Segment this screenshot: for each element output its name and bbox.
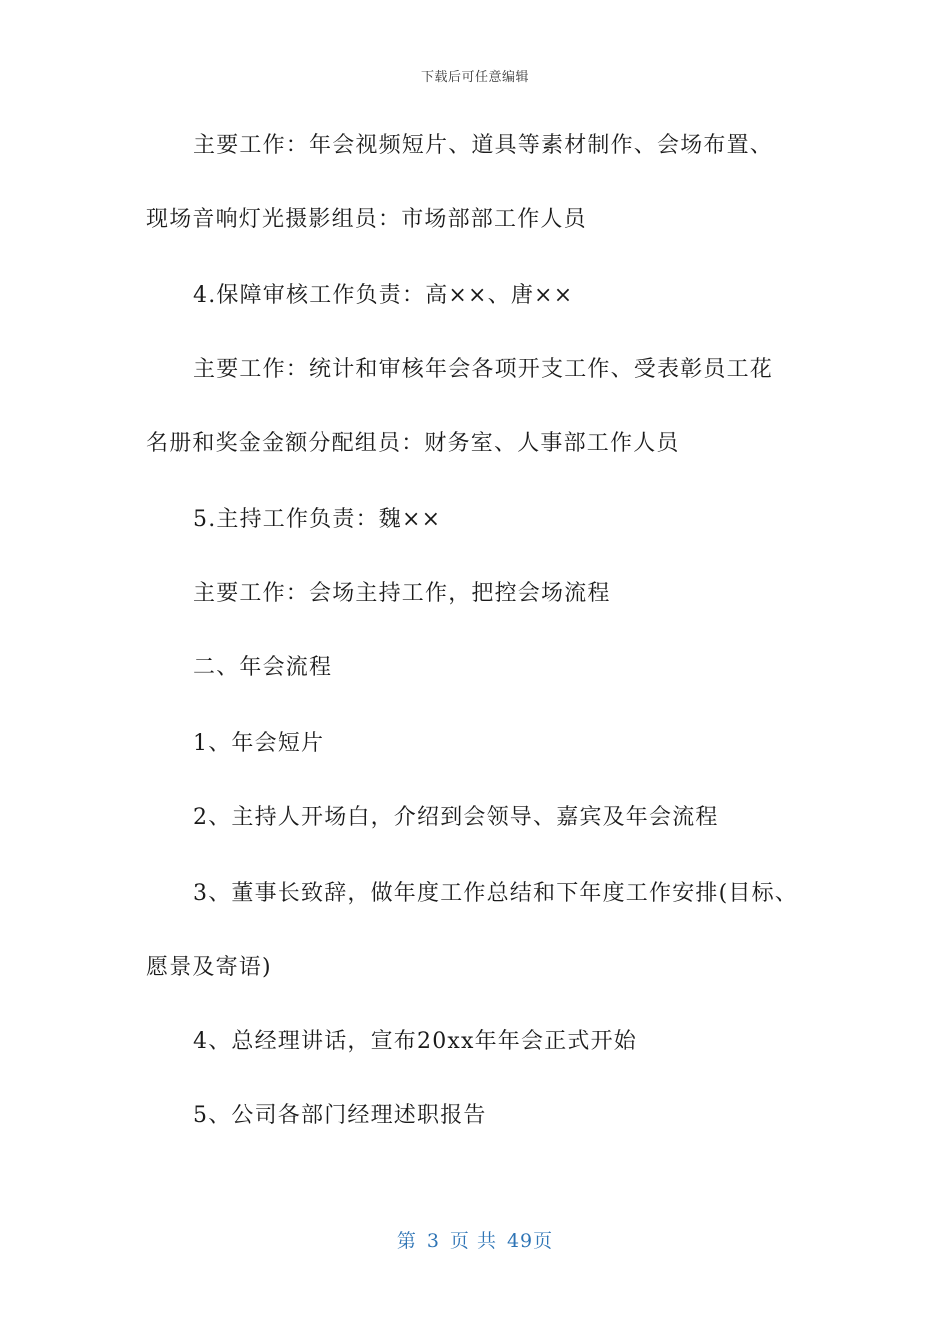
paragraph-line: 名册和奖金金额分配组员：财务室、人事部工作人员 bbox=[146, 431, 680, 456]
list-item: 1、年会短片 bbox=[193, 731, 325, 756]
footer-middle: 页 共 bbox=[449, 1230, 497, 1252]
section-heading: 二、年会流程 bbox=[193, 655, 333, 680]
footer-current-page: 3 bbox=[426, 1230, 440, 1252]
list-item: 4、总经理讲话，宣布20xx年年会正式开始 bbox=[193, 1029, 638, 1054]
paragraph-line: 主要工作：年会视频短片、道具等素材制作、会场布置、 bbox=[193, 133, 774, 158]
list-item: 3、董事长致辞，做年度工作总结和下年度工作安排(目标、 bbox=[193, 881, 798, 906]
page-number-footer bbox=[0, 1226, 950, 1253]
footer-prefix: 第 bbox=[396, 1230, 417, 1252]
paragraph-line: 4.保障审核工作负责：高××、唐×× bbox=[193, 283, 574, 308]
footer-suffix: 页 bbox=[533, 1230, 554, 1252]
list-item: 5、公司各部门经理述职报告 bbox=[193, 1103, 487, 1128]
list-item: 2、主持人开场白，介绍到会领导、嘉宾及年会流程 bbox=[193, 805, 719, 830]
footer-total-pages: 49 bbox=[506, 1230, 534, 1252]
paragraph-line: 主要工作：会场主持工作，把控会场流程 bbox=[193, 581, 611, 606]
paragraph-line: 5.主持工作负责：魏×× bbox=[193, 507, 442, 532]
list-item-continuation: 愿景及寄语) bbox=[146, 955, 272, 980]
paragraph-line: 现场音响灯光摄影组员：市场部部工作人员 bbox=[146, 207, 587, 232]
paragraph-line: 主要工作：统计和审核年会各项开支工作、受表彰员工花 bbox=[193, 357, 774, 382]
header-note: 下载后可任意编辑 bbox=[420, 70, 529, 85]
